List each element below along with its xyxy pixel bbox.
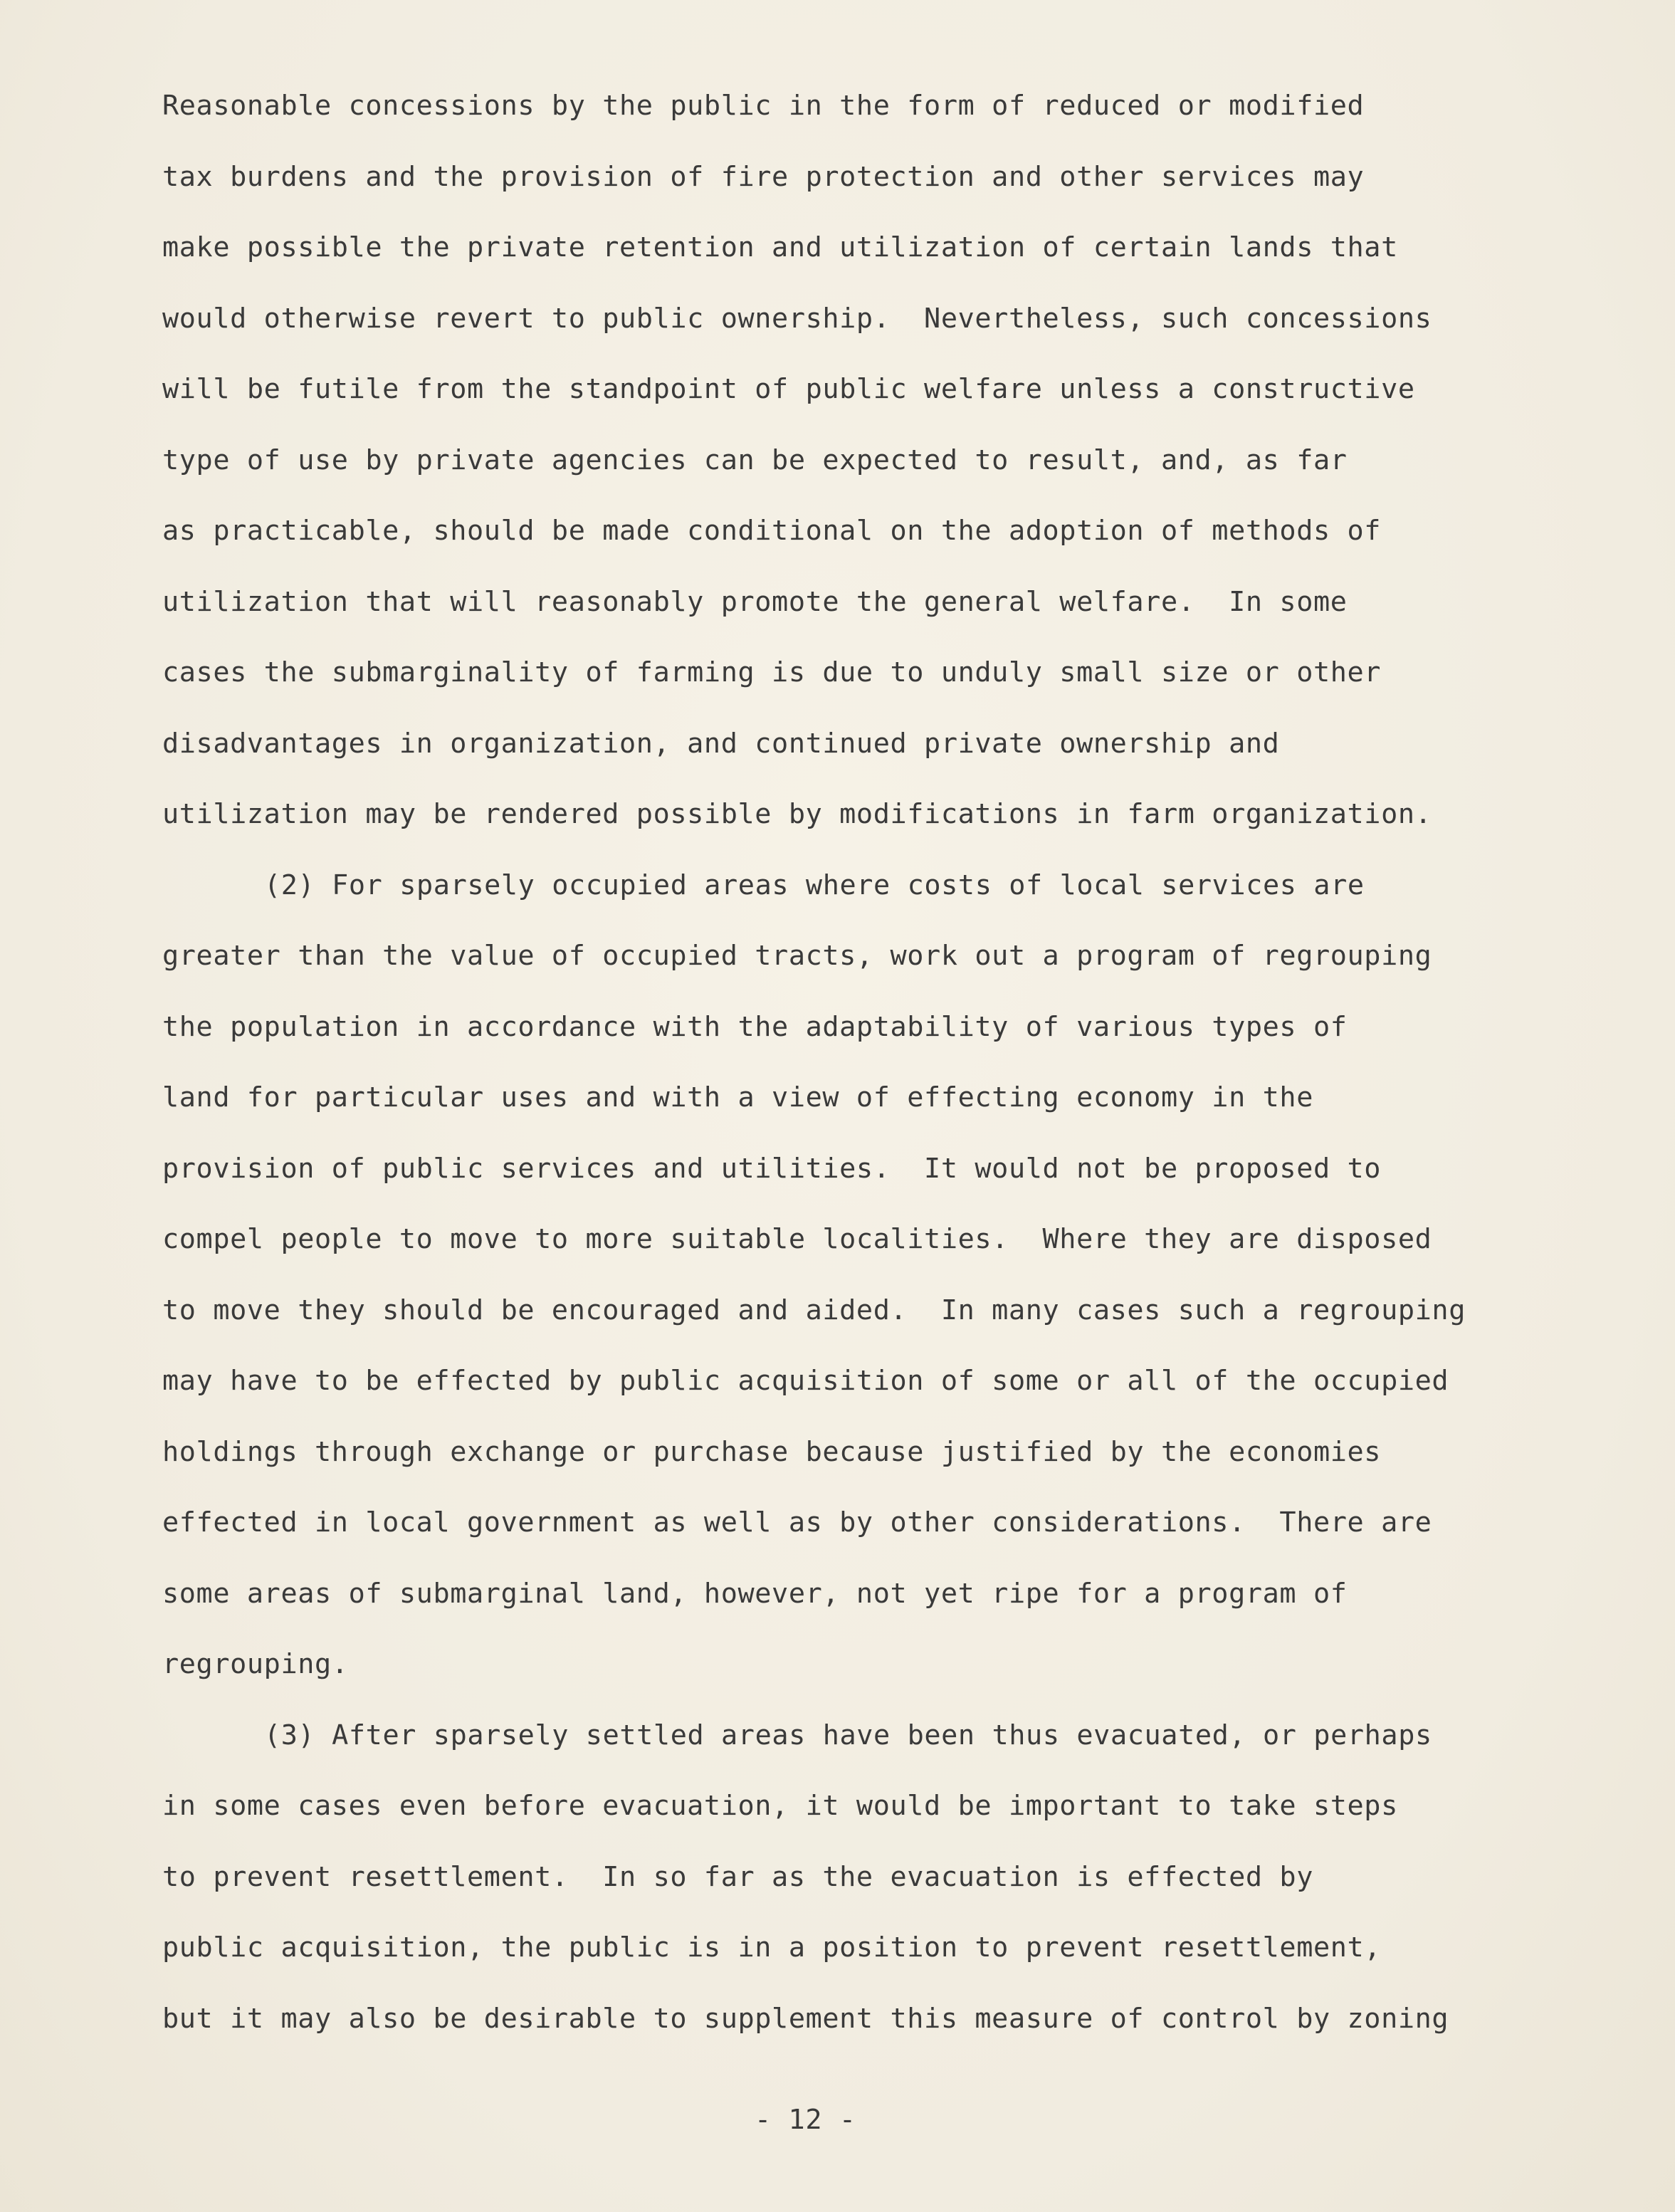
text-line: but it may also be desirable to supplement this measure of control by zoning xyxy=(162,2002,1449,2035)
text-line: Reasonable concessions by the public in the form of reduced or modified xyxy=(162,90,1365,122)
text-line: holdings through exchange or purchase because justified by the economies xyxy=(162,1435,1382,1468)
text-line: compel people to move to more suitable localities. Where they are disposed xyxy=(162,1223,1432,1255)
page-number: - 12 - xyxy=(755,2104,856,2136)
text-line: land for particular uses and with a view of effecting economy in the xyxy=(162,1081,1313,1113)
body-text xyxy=(162,84,1558,2067)
paragraph-start-line: (3) After sparsely settled areas have been thus evacuated, or perhaps xyxy=(264,1719,1432,1751)
text-line: may have to be effected by public acquisition of some or all of the occupied xyxy=(162,1365,1449,1397)
text-line: utilization that will reasonably promote the general welfare. In some xyxy=(162,585,1348,618)
text-line: to move they should be encouraged and aided. In many cases such a regrouping xyxy=(162,1294,1466,1326)
text-line: disadvantages in organization, and continued private ownership and xyxy=(162,727,1280,760)
text-line: would otherwise revert to public ownership. Nevertheless, such concessions xyxy=(162,302,1432,335)
paragraph-start-line: (2) For sparsely occupied areas where costs of local services are xyxy=(264,869,1365,901)
text-line: regrouping. xyxy=(162,1648,349,1680)
text-line: make possible the private retention and utilization of certain lands that xyxy=(162,231,1398,263)
text-line: to prevent resettlement. In so far as the evacuation is effected by xyxy=(162,1860,1313,1893)
text-line: tax burdens and the provision of fire protection and other services may xyxy=(162,160,1365,193)
text-line: the population in accordance with the adaptability of various types of xyxy=(162,1010,1348,1043)
text-line: type of use by private agencies can be expected to result, and, as far xyxy=(162,444,1348,476)
text-line: will be futile from the standpoint of public welfare unless a constructive xyxy=(162,373,1415,405)
text-line: in some cases even before evacuation, it would be important to take steps xyxy=(162,1790,1398,1822)
text-line: public acquisition, the public is in a position to prevent resettlement, xyxy=(162,1931,1382,1964)
text-line: as practicable, should be made conditional on the adoption of methods of xyxy=(162,515,1382,547)
text-line: cases the submarginality of farming is due to unduly small size or other xyxy=(162,656,1382,688)
text-line: utilization may be rendered possible by modifications in farm organization. xyxy=(162,798,1432,830)
text-line: some areas of submarginal land, however, not yet ripe for a program of xyxy=(162,1577,1348,1610)
text-line: greater than the value of occupied tracts, work out a program of regrouping xyxy=(162,940,1432,972)
text-line: provision of public services and utilities. It would not be proposed to xyxy=(162,1152,1382,1185)
text-line: effected in local government as well as by other considerations. There are xyxy=(162,1506,1432,1539)
